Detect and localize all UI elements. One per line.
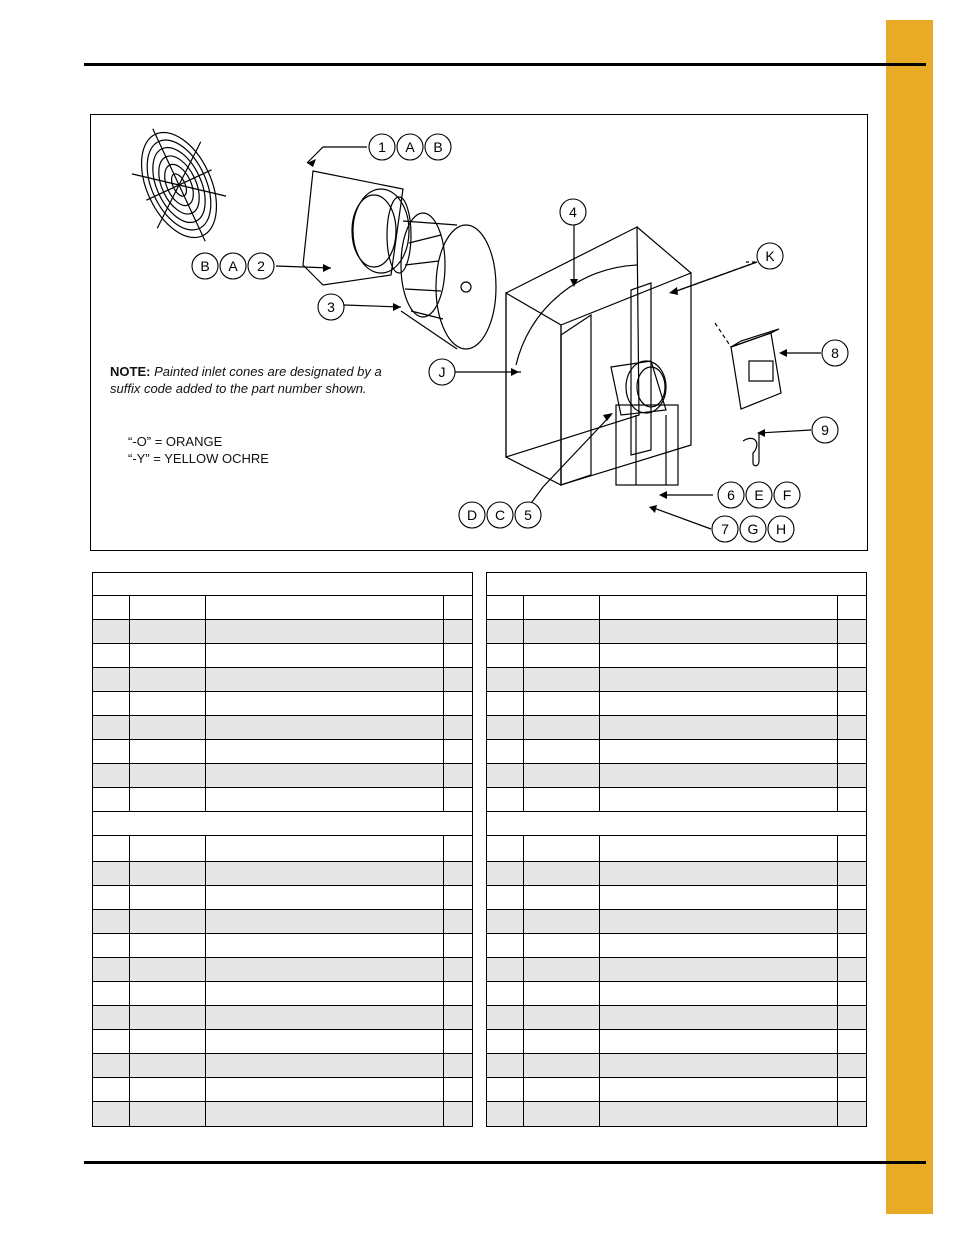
table-cell-divider [129, 716, 130, 739]
table-cell-divider [523, 1006, 524, 1029]
fan-housing [506, 227, 691, 485]
table-cell-divider [443, 910, 444, 933]
table-cell-divider [599, 716, 600, 739]
callout-h: H [775, 521, 787, 537]
table-cell-divider [523, 910, 524, 933]
table-row [93, 1006, 472, 1030]
table-cell-divider [443, 668, 444, 691]
table-cell-divider [599, 692, 600, 715]
table-header-row [93, 596, 472, 620]
callout-8: 8 [831, 345, 839, 361]
table-row [487, 910, 866, 934]
table-cell-divider [129, 982, 130, 1005]
table-row [487, 692, 866, 716]
table-cell-divider [599, 886, 600, 909]
callout-d: D [466, 507, 478, 523]
table-cell-divider [205, 886, 206, 909]
table-row [487, 1102, 866, 1126]
callout-g: G [747, 521, 759, 537]
table-cell-divider [205, 1102, 206, 1126]
table-cell-divider [129, 764, 130, 787]
table-row [487, 886, 866, 910]
callout-a: A [228, 258, 238, 274]
table-cell-divider [129, 886, 130, 909]
table-cell-divider [599, 1030, 600, 1053]
table-cell-divider [523, 982, 524, 1005]
callout-f: F [782, 487, 792, 503]
table-row [93, 740, 472, 764]
table-row [93, 1054, 472, 1078]
table-cell-divider [523, 788, 524, 811]
table-cell-divider [443, 620, 444, 643]
table-cell-divider [599, 1006, 600, 1029]
table-cell-divider [599, 1102, 600, 1126]
table-cell-divider [837, 1102, 838, 1126]
table-row [93, 982, 472, 1006]
table-cell-divider [523, 740, 524, 763]
table-cell-divider [837, 692, 838, 715]
table-row [93, 862, 472, 886]
table-header-row [487, 836, 866, 862]
table-cell-divider [443, 1078, 444, 1101]
table-cell-divider [599, 740, 600, 763]
table-cell-divider [599, 1078, 600, 1101]
table-row [93, 692, 472, 716]
callout-k: K [765, 248, 775, 264]
table-cell-divider [205, 934, 206, 957]
table-cell-divider [523, 836, 524, 861]
table-cell-divider [205, 788, 206, 811]
table-cell-divider [205, 1030, 206, 1053]
table-cell-divider [129, 862, 130, 885]
table-cell-divider [837, 862, 838, 885]
table-cell-divider [205, 958, 206, 981]
table-cell-divider [443, 644, 444, 667]
table-cell-divider [837, 644, 838, 667]
table-row [93, 716, 472, 740]
table-cell-divider [443, 788, 444, 811]
paint-note [110, 363, 410, 397]
table-row [93, 886, 472, 910]
table-cell-divider [443, 1102, 444, 1126]
table-cell-divider [523, 692, 524, 715]
table-row [487, 644, 866, 668]
table-cell-divider [599, 982, 600, 1005]
table-cell-divider [205, 644, 206, 667]
table-cell-divider [599, 668, 600, 691]
parts-table-left [92, 572, 473, 1127]
table-cell-divider [443, 1006, 444, 1029]
table-cell-divider [599, 644, 600, 667]
table-cell-divider [443, 934, 444, 957]
table-section-title-row [487, 573, 866, 596]
table-cell-divider [837, 788, 838, 811]
table-cell-divider [129, 620, 130, 643]
table-cell-divider [599, 1054, 600, 1077]
table-cell-divider [443, 716, 444, 739]
table-cell-divider [837, 596, 838, 619]
callout-a: A [405, 139, 415, 155]
table-cell-divider [599, 788, 600, 811]
table-cell-divider [523, 644, 524, 667]
table-cell-divider [205, 716, 206, 739]
table-cell-divider [837, 958, 838, 981]
table-cell-divider [205, 596, 206, 619]
conduit [743, 433, 759, 466]
table-header-row [487, 596, 866, 620]
table-cell-divider [205, 1006, 206, 1029]
table-cell-divider [837, 740, 838, 763]
table-cell-divider [205, 764, 206, 787]
fan-wheel [401, 213, 496, 349]
table-cell-divider [205, 692, 206, 715]
table-cell-divider [837, 716, 838, 739]
callout-4: 4 [569, 204, 577, 220]
table-cell-divider [837, 910, 838, 933]
table-cell-divider [599, 596, 600, 619]
table-cell-divider [599, 620, 600, 643]
table-cell-divider [129, 788, 130, 811]
table-cell-divider [129, 1102, 130, 1126]
table-section-title-row [487, 812, 866, 836]
top-rule [84, 63, 926, 66]
exploded-diagram [90, 114, 868, 551]
color-codes [128, 433, 269, 467]
table-cell-divider [205, 836, 206, 861]
fan-guard [118, 115, 239, 257]
table-cell-divider [129, 934, 130, 957]
table-cell-divider [443, 692, 444, 715]
bottom-rule [84, 1161, 926, 1164]
table-row [487, 1006, 866, 1030]
table-cell-divider [129, 1030, 130, 1053]
table-cell-divider [523, 1030, 524, 1053]
table-cell-divider [837, 836, 838, 861]
table-section-title-row [93, 573, 472, 596]
table-cell-divider [443, 886, 444, 909]
table-cell-divider [205, 620, 206, 643]
table-cell-divider [523, 764, 524, 787]
table-row [487, 862, 866, 886]
table-cell-divider [205, 910, 206, 933]
table-row [93, 1030, 472, 1054]
table-cell-divider [129, 958, 130, 981]
table-row [487, 934, 866, 958]
table-cell-divider [443, 862, 444, 885]
table-cell-divider [523, 862, 524, 885]
table-cell-divider [523, 886, 524, 909]
table-row [93, 1078, 472, 1102]
table-cell-divider [205, 1078, 206, 1101]
table-cell-divider [599, 958, 600, 981]
table-cell-divider [205, 740, 206, 763]
table-row [93, 620, 472, 644]
table-cell-divider [205, 1054, 206, 1077]
note-text: Painted inlet cones are designated by a suffix code added to the part number shown. [110, 364, 382, 396]
table-cell-divider [129, 596, 130, 619]
table-row [487, 788, 866, 812]
table-cell-divider [523, 1102, 524, 1126]
table-row [487, 1078, 866, 1102]
table-cell-divider [523, 1054, 524, 1077]
table-cell-divider [443, 1054, 444, 1077]
table-row [487, 958, 866, 982]
table-cell-divider [443, 764, 444, 787]
table-row [487, 740, 866, 764]
table-row [93, 764, 472, 788]
table-row [93, 958, 472, 982]
table-cell-divider [443, 740, 444, 763]
parts-table-right [486, 572, 867, 1127]
table-cell-divider [523, 934, 524, 957]
table-cell-divider [205, 668, 206, 691]
table-cell-divider [129, 1078, 130, 1101]
table-cell-divider [129, 692, 130, 715]
table-row [93, 788, 472, 812]
table-cell-divider [129, 668, 130, 691]
table-cell-divider [129, 740, 130, 763]
fan-illustration [91, 115, 867, 550]
table-cell-divider [599, 836, 600, 861]
table-cell-divider [599, 910, 600, 933]
code-yellow: “-Y” = YELLOW OCHRE [128, 451, 269, 466]
control-box [731, 329, 781, 409]
callout-1: 1 [378, 139, 386, 155]
table-cell-divider [523, 716, 524, 739]
table-cell-divider [129, 1006, 130, 1029]
table-row [93, 1102, 472, 1126]
table-row [487, 1054, 866, 1078]
table-cell-divider [599, 934, 600, 957]
callout-3: 3 [327, 299, 335, 315]
table-cell-divider [523, 620, 524, 643]
section-tab [886, 20, 933, 1214]
callout-6: 6 [727, 487, 735, 503]
table-cell-divider [523, 1078, 524, 1101]
table-cell-divider [205, 862, 206, 885]
table-cell-divider [129, 836, 130, 861]
table-cell-divider [837, 1030, 838, 1053]
table-cell-divider [837, 886, 838, 909]
table-cell-divider [443, 596, 444, 619]
code-orange: “-O” = ORANGE [128, 434, 223, 449]
callout-2: 2 [257, 258, 265, 274]
table-cell-divider [129, 910, 130, 933]
table-cell-divider [837, 764, 838, 787]
table-row [487, 716, 866, 740]
table-cell-divider [443, 836, 444, 861]
table-cell-divider [523, 596, 524, 619]
table-cell-divider [837, 982, 838, 1005]
table-section-title-row [93, 812, 472, 836]
table-cell-divider [837, 620, 838, 643]
table-row [487, 982, 866, 1006]
table-cell-divider [599, 764, 600, 787]
table-row [487, 620, 866, 644]
callout-b: B [433, 139, 443, 155]
table-row [487, 668, 866, 692]
table-cell-divider [129, 644, 130, 667]
table-cell-divider [837, 1006, 838, 1029]
callout-e: E [754, 487, 764, 503]
table-row [93, 910, 472, 934]
table-cell-divider [837, 1078, 838, 1101]
table-cell-divider [443, 958, 444, 981]
table-cell-divider [837, 934, 838, 957]
table-cell-divider [443, 982, 444, 1005]
table-row [487, 764, 866, 788]
table-cell-divider [837, 668, 838, 691]
note-label: NOTE: [110, 364, 151, 379]
table-row [487, 1030, 866, 1054]
table-row [93, 934, 472, 958]
table-cell-divider [443, 1030, 444, 1053]
table-cell-divider [523, 958, 524, 981]
table-cell-divider [523, 668, 524, 691]
table-cell-divider [129, 1054, 130, 1077]
table-row [93, 644, 472, 668]
table-cell-divider [837, 1054, 838, 1077]
table-header-row [93, 836, 472, 862]
callout-7: 7 [721, 521, 729, 537]
table-row [93, 668, 472, 692]
table-cell-divider [599, 862, 600, 885]
table-cell-divider [205, 982, 206, 1005]
callout-9: 9 [821, 422, 829, 438]
callout-j: J [438, 364, 446, 380]
callout-c: C [494, 507, 506, 523]
callout-5: 5 [524, 507, 532, 523]
callout-b: B [200, 258, 210, 274]
